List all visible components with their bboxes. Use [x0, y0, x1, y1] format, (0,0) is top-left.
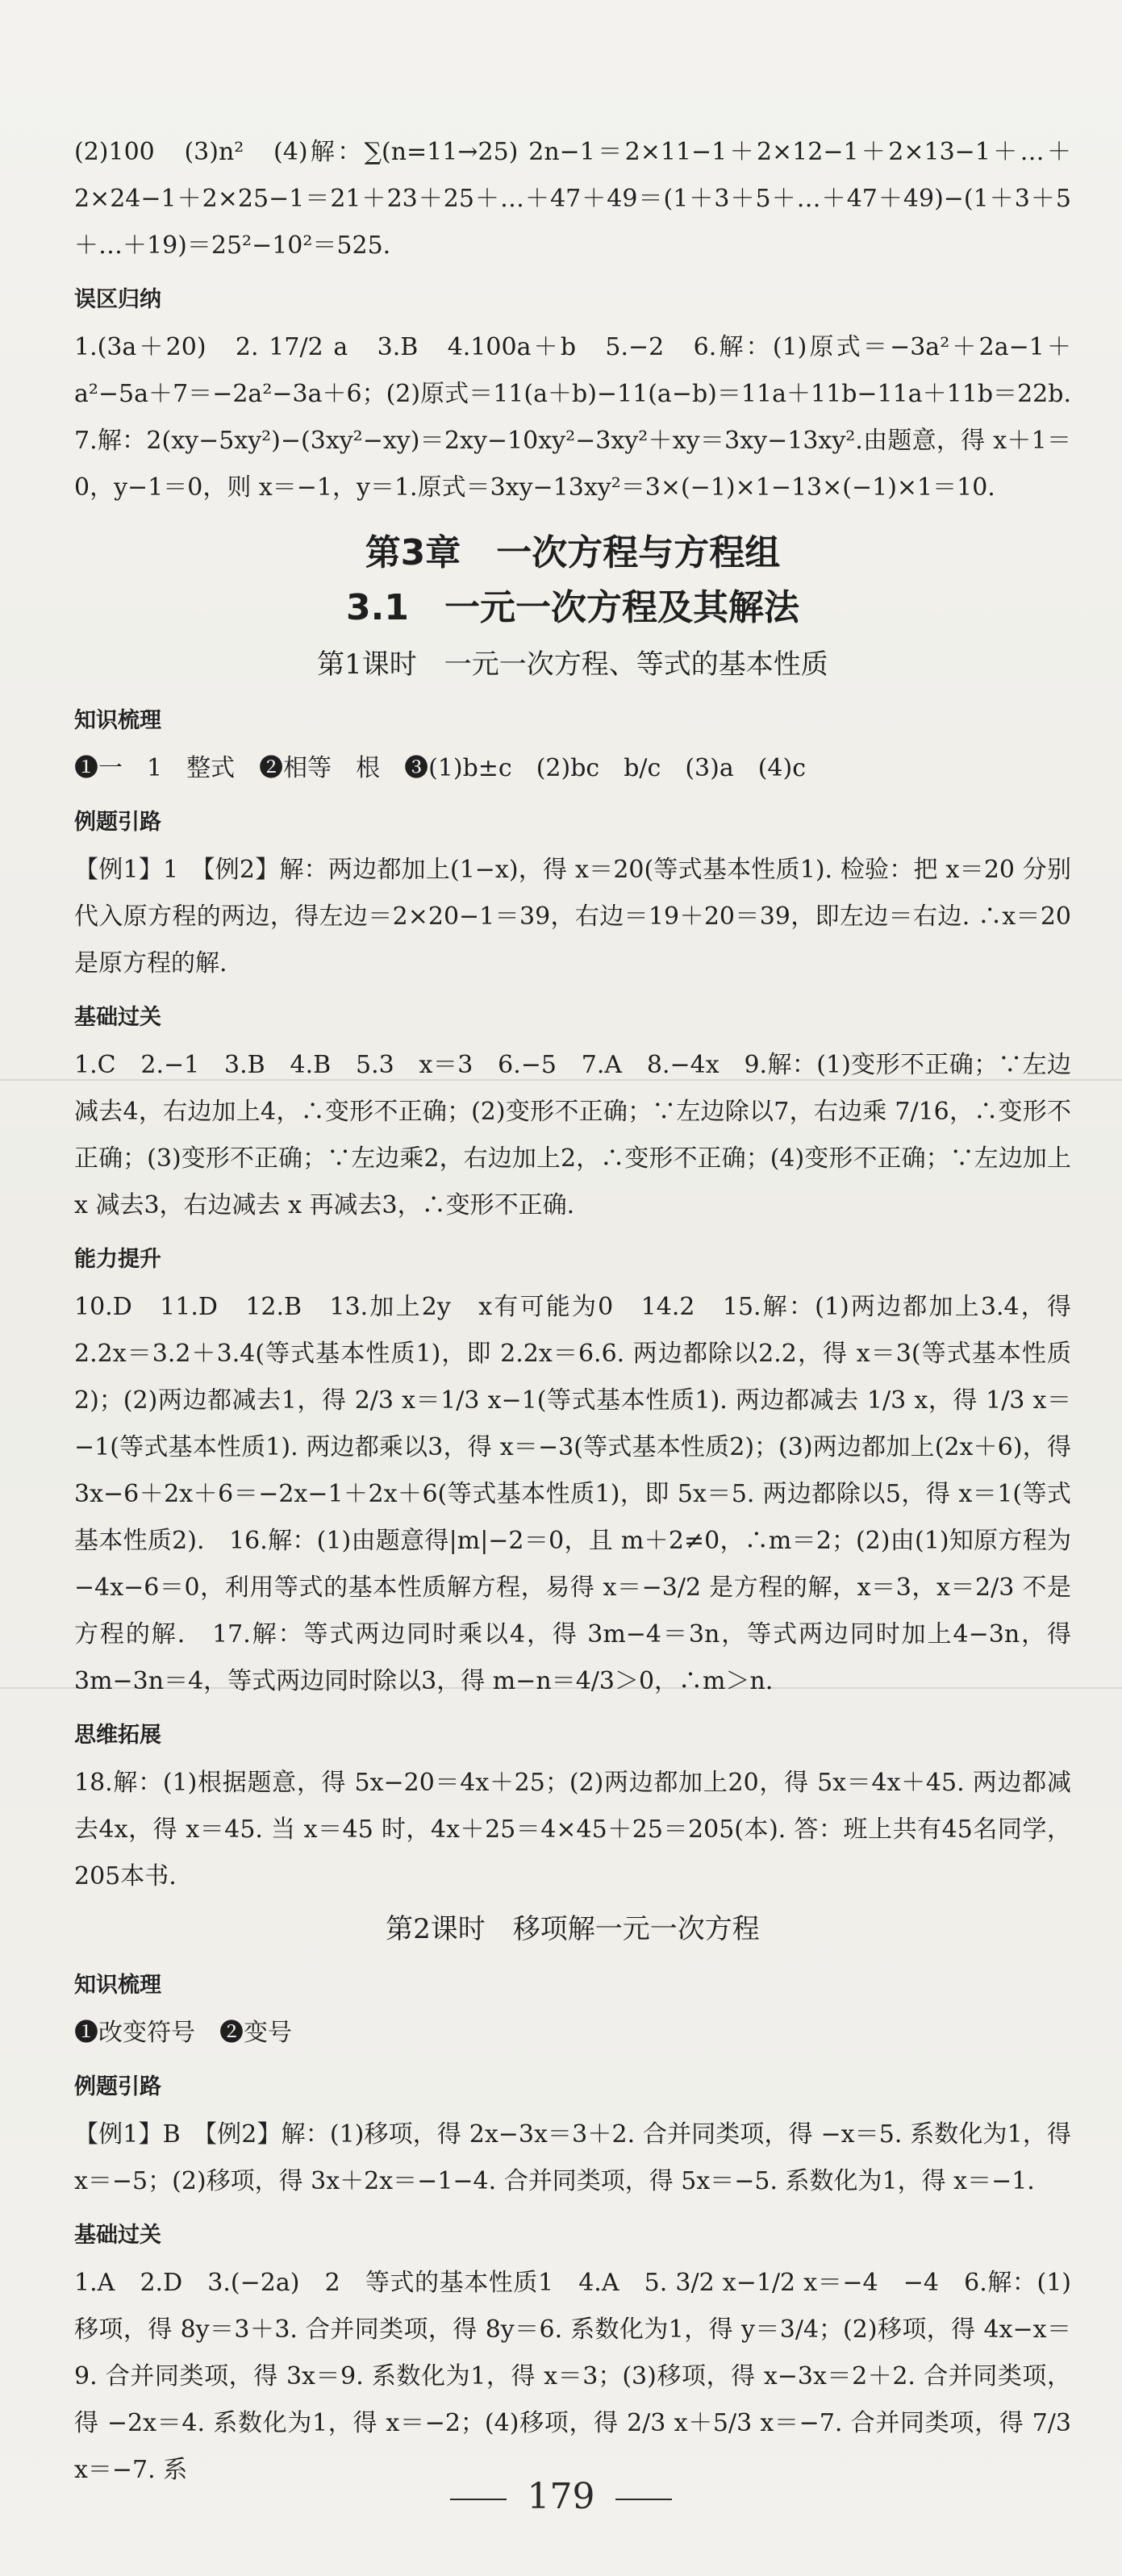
section-heading: 知识梳理 [74, 708, 161, 733]
answer-paragraph: 1.(3a＋20) 2. 17/2 a 3.B 4.100a＋b 5.−2 6.解：(1)原式＝−3a²＋2a−1＋a²−5a＋7＝−2a²−3a＋6；(2)原式＝11(a＋b)−11(a−b)＝11a＋11b−11a＋11b＝22b. 7.解：2(xy−5xy²)−(3xy²−xy)＝2xy−10xy²−3xy²＋xy＝3xy−13xy².由题意，得 x＋1＝0，y−1＝0，则 x＝−1，y＝1.原式＝3xy−13xy²＝3×(−1)×1−13×(−1)×1＝10. [74, 333, 1095, 502]
answer-paragraph: 1.C 2.−1 3.B 4.B 5.3 x＝3 6.−5 7.A 8.−4x 9.解：(1)变形不正确；∵左边减去4，右边加上4，∴变形不正确；(2)变形不正确；∵左边除以7，右边乘 7/16，∴变形不正确；(3)变形不正确；∵左边乘2，右边加上2，∴变形不正确；(4)变形不正确；∵左边加上 x 减去3，右边减去 x 再减去3，∴变形不正确. [74, 1051, 1071, 1219]
section-heading: 知识梳理 [74, 1973, 161, 1998]
answer-paragraph: 18.解：(1)根据题意，得 5x−20＝4x＋25；(2)两边都加上20，得 5x＝4x＋45. 两边都减去4x，得 x＝45. 当 x＝45 时，4x＋25＝4×45＋25＝205(本). 答：班上共有45名同学，205本书. [74, 1769, 1071, 1890]
lesson-title: 第1课时 一元一次方程、等式的基本性质 [317, 648, 828, 681]
page-number: 179 [0, 2476, 1122, 2517]
lesson-title: 第2课时 移项解一元一次方程 [386, 1913, 760, 1945]
section-title: 3.1 一元一次方程及其解法 [346, 587, 799, 628]
answer-paragraph: (2)100 (3)n² (4)解：∑(n=11→25) 2n−1＝2×11−1＋2×12−1＋2×13−1＋…＋2×24−1＋2×25−1＝21＋23＋25＋…＋47＋49＝(1＋3＋5＋…＋47＋49)−(1＋3＋5＋…＋19)＝25²−10²＝525. [74, 138, 1071, 260]
chapter-title: 第3章 一次方程与方程组 [365, 532, 781, 573]
answer-paragraph: 【例1】B 【例2】解：(1)移项，得 2x−3x＝3＋2. 合并同类项，得 −x＝5. 系数化为1，得 x＝−5；(2)移项，得 3x＋2x＝−1−4. 合并同类项，得 5x＝−5. 系数化为1，得 x＝−1. [74, 2120, 1071, 2195]
answer-key-content [74, 129, 1095, 2494]
section-heading: 基础过关 [74, 2223, 161, 2248]
section-heading: 例题引路 [74, 2074, 161, 2099]
section-heading: 思维拓展 [74, 1723, 161, 1748]
section-heading: 误区归纳 [74, 287, 161, 312]
answer-paragraph: ❶一 1 整式 ❷相等 根 ❸(1)b±c (2)bc b/c (3)a (4)c [74, 754, 807, 782]
answer-paragraph: 1.A 2.D 3.(−2a) 2 等式的基本性质1 4.A 5. 3/2 x−1/2 x＝−4 −4 6.解：(1)移项，得 8y＝3＋3. 合并同类项，得 8y＝6. 系数化为1，得 y＝3/4；(2)移项，得 4x−x＝9. 合并同类项，得 3x＝9. 系数化为1，得 x＝3；(3)移项，得 x−3x＝2＋2. 合并同类项，得 −2x＝4. 系数化为1，得 x＝−2；(4)移项，得 2/3 x＋5/3 x＝−7. 合并同类项，得 7/3 x＝−7. 系 [74, 2269, 1071, 2484]
section-heading: 能力提升 [74, 1247, 161, 1272]
section-heading: 例题引路 [74, 810, 161, 835]
answer-paragraph: 10.D 11.D 12.B 13.加上2y x有可能为0 14.2 15.解：(1)两边都加上3.4，得 2.2x＝3.2＋3.4(等式基本性质1)，即 2.2x＝6.6. 两边都除以2.2，得 x＝3(等式基本性质2)；(2)两边都减去1，得 2/3 x＝1/3 x−1(等式基本性质1). 两边都减去 1/3 x，得 1/3 x＝−1(等式基本性质1). 两边都乘以3，得 x＝−3(等式基本性质2)；(3)两边都加上(2x＋6)，得 3x−6＋2x＋6＝−2x−1＋2x＋6(等式基本性质1)，即 5x＝5. 两边都除以5，得 x＝1(等式基本性质2). 16.解：(1)由题意得|m|−2＝0，且 m＋2≠0，∴m＝2；(2)由(1)知原方程为 −4x−6＝0，利用等式的基本性质解方程，易得 x＝−3/2 是方程的解，x＝3，x＝2/3 不是方程的解. 17.解：等式两边同时乘以4，得 3m−4＝3n，等式两边同时加上4−3n，得 3m−3n＝4，等式两边同时除以3，得 m−n＝4/3＞0，∴m＞n. [74, 1293, 1071, 1695]
answer-paragraph: 【例1】1 【例2】解：两边都加上(1−x)，得 x＝20(等式基本性质1). 检验：把 x＝20 分别代入原方程的两边，得左边＝2×20−1＝39，右边＝19＋20＝39，即左边＝右边. ∴x＝20 是原方程的解. [74, 856, 1071, 977]
section-heading: 基础过关 [74, 1005, 161, 1030]
answer-paragraph: ❶改变符号 ❷变号 [74, 2019, 292, 2047]
